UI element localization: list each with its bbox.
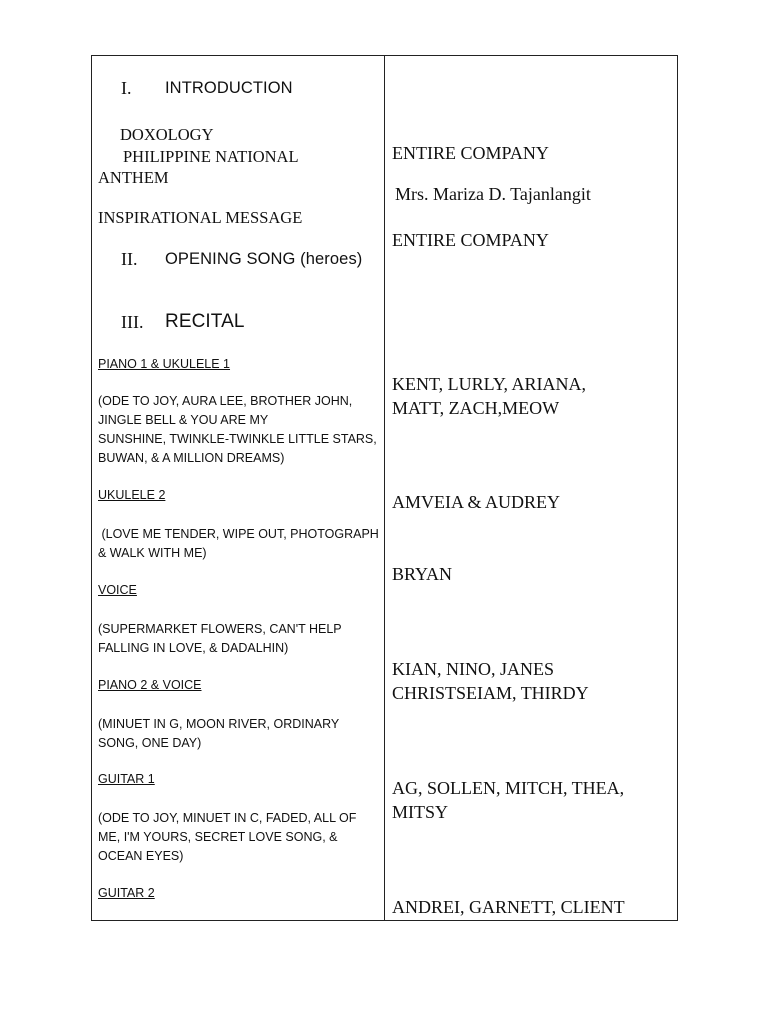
section-title-opening: OPENING SONG (heroes) <box>165 250 363 268</box>
recital-songs: (ODE TO JOY, AURA LEE, BROTHER JOHN, <box>98 394 353 408</box>
item-anthem-line2: ANTHEM <box>98 168 169 187</box>
recital-songs: SUNSHINE, TWINKLE-TWINKLE LITTLE STARS, <box>98 432 377 446</box>
recital-songs: OCEAN EYES) <box>98 849 184 863</box>
recital-performers: MITSY <box>392 802 449 822</box>
recital-songs: JINGLE BELL & YOU ARE MY <box>98 413 269 427</box>
recital-songs: (MINUET IN G, MOON RIVER, ORDINARY <box>98 717 340 731</box>
performer-doxology: ENTIRE COMPANY <box>392 143 549 163</box>
recital-label: UKULELE 2 <box>98 488 166 502</box>
recital-label: VOICE <box>98 583 137 597</box>
recital-songs: (SUPERMARKET FLOWERS, CAN'T HELP <box>98 622 342 636</box>
section-title-intro: INTRODUCTION <box>165 79 293 97</box>
performer-opening-song: ENTIRE COMPANY <box>392 230 549 250</box>
recital-songs: (ODE TO JOY, MINUET IN C, FADED, ALL OF <box>98 811 357 825</box>
program-table <box>91 55 678 921</box>
column-divider <box>384 56 385 920</box>
recital-performers: MATT, ZACH,MEOW <box>392 398 560 418</box>
section-numeral-recital: III. <box>121 312 144 332</box>
section-numeral-intro: I. <box>121 78 132 98</box>
item-inspirational-message: INSPIRATIONAL MESSAGE <box>98 208 303 227</box>
recital-songs: SONG, ONE DAY) <box>98 736 202 750</box>
recital-performers: CHRISTSEIAM, THIRDY <box>392 683 589 703</box>
recital-performers: KIAN, NINO, JANES <box>392 659 554 679</box>
recital-songs: FALLING IN LOVE, & DADALHIN) <box>98 641 289 655</box>
recital-label: PIANO 2 & VOICE <box>98 678 202 692</box>
recital-label: GUITAR 1 <box>98 772 155 786</box>
recital-performers: AG, SOLLEN, MITCH, THEA, <box>392 778 625 798</box>
recital-performers: AMVEIA & AUDREY <box>392 492 561 512</box>
recital-performers: BRYAN <box>392 564 453 584</box>
item-anthem-line1: PHILIPPINE NATIONAL <box>123 147 299 166</box>
recital-songs: (LOVE ME TENDER, WIPE OUT, PHOTOGRAPH <box>98 527 379 541</box>
recital-songs: BUWAN, & A MILLION DREAMS) <box>98 451 285 465</box>
section-numeral-opening: II. <box>121 249 138 269</box>
recital-performers: KENT, LURLY, ARIANA, <box>392 374 587 394</box>
recital-performers: ANDREI, GARNETT, CLIENT <box>392 897 625 917</box>
performer-inspirational: Mrs. Mariza D. Tajanlangit <box>395 184 591 204</box>
recital-songs: & WALK WITH ME) <box>98 546 207 560</box>
section-title-recital: RECITAL <box>165 311 245 332</box>
item-doxology: DOXOLOGY <box>120 125 214 144</box>
recital-label: GUITAR 2 <box>98 886 155 900</box>
recital-songs: ME, I'M YOURS, SECRET LOVE SONG, & <box>98 830 338 844</box>
recital-label: PIANO 1 & UKULELE 1 <box>98 357 231 371</box>
